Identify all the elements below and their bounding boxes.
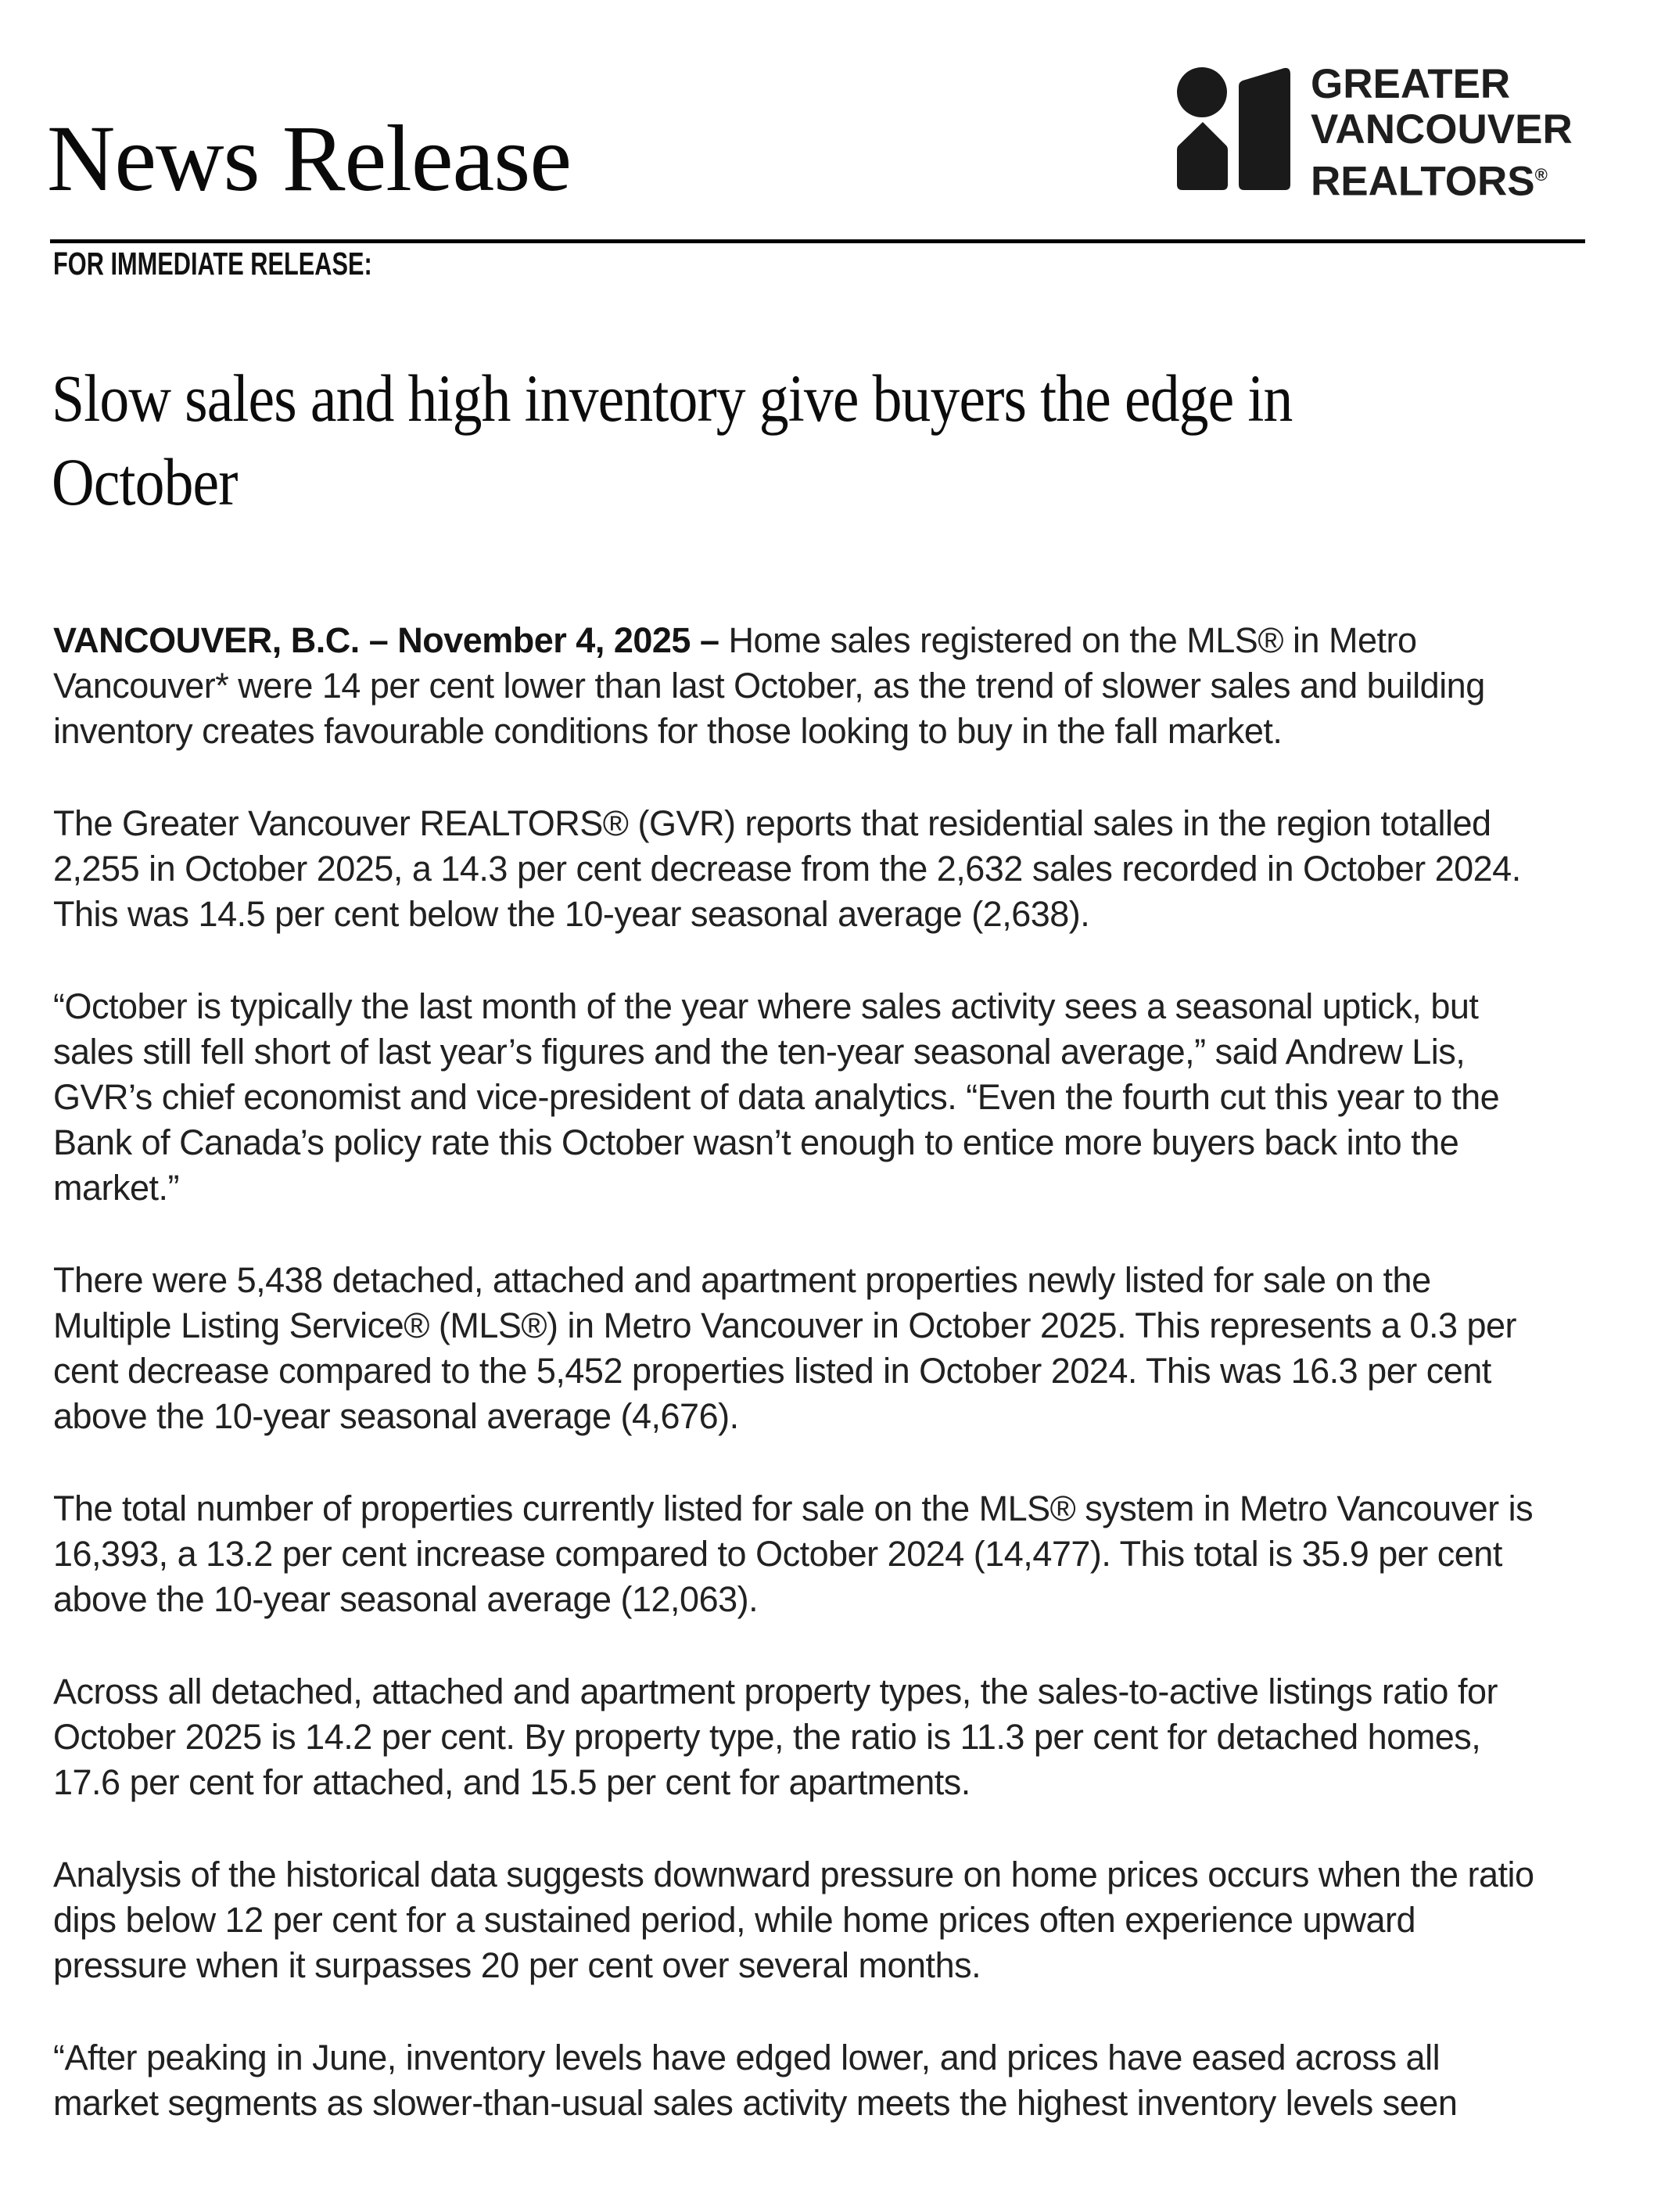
headline-line-1: Slow sales and high inventory give buyers the edge in	[52, 361, 1293, 436]
body-paragraph: The total number of properties currently listed for sale on the MLS® system in Metro Vancouver is 16,393, a 13.2 per cent increase compared to October 2024 (14,477). This total is 35.9 per cent above the 10-year seasonal average (12,063).	[53, 1488, 1534, 1619]
logo-line-vancouver: VANCOUVER	[1311, 106, 1573, 153]
body-paragraph: “October is typically the last month of the year where sales activity sees a seasonal uptick, but sales still fell short of last year’s figures and the ten-year seasonal average,” said Andrew Lis, GVR’s chief economist and vice-president of data analytics. “Even the fourth cut this year to the Bank of Canada’s policy rate this October wasn’t enough to entice more buyers back into the market.”	[53, 986, 1500, 1208]
body-paragraph: Across all detached, attached and apartment property types, the sales-to-active listings ratio for October 2025 is 14.2 per cent. By property type, the ratio is 11.3 per cent for detached homes, 17.6 per cent for attached, and 15.5 per cent for apartments.	[53, 1672, 1498, 1802]
building-icon	[1239, 68, 1290, 190]
article-body	[53, 618, 1544, 2126]
body-paragraph: “After peaking in June, inventory levels have edged lower, and prices have eased across all market segments as slower-than-usual sales activity meets the highest inventory levels seen	[53, 2038, 1458, 2123]
person-house-body-icon	[1177, 122, 1228, 190]
article-headline	[52, 357, 1292, 524]
header-divider-rule	[50, 239, 1585, 243]
paragraph-bold-lead: VANCOUVER, B.C. – November 4, 2025 –	[53, 620, 729, 660]
registered-trademark-icon: ®	[1534, 165, 1548, 185]
headline-line-2: October	[52, 444, 238, 519]
masthead-title: News Release	[47, 106, 572, 211]
body-paragraph: There were 5,438 detached, attached and apartment properties newly listed for sale on the Multiple Listing Service® (MLS®) in Metro Vancouver in October 2025. This represents a 0.3 per cent decrease compared to the 5,452 properties listed in October 2024. This was 16.3 per cent above the 10-year seasonal average (4,676).	[53, 1260, 1517, 1436]
gvr-logo-mark-icon	[1177, 67, 1293, 190]
release-label: FOR IMMEDIATE RELEASE:	[53, 246, 372, 282]
gvr-logo-wordmark	[1311, 62, 1573, 205]
body-paragraph: The Greater Vancouver REALTORS® (GVR) reports that residential sales in the region totalled 2,255 in October 2025, a 14.3 per cent decrease from the 2,632 sales recorded in October 2024. This was 14.5 per cent below the 10-year seasonal average (2,638).	[53, 803, 1521, 934]
logo-line-realtors	[1311, 153, 1573, 205]
body-paragraph: VANCOUVER, B.C. – November 4, 2025 – Home sales registered on the MLS® in Metro Vancouver* were 14 per cent lower than last October, as the trend of slower sales and building inventory creates favourable conditions for those looking to buy in the fall market.	[53, 620, 1485, 751]
person-head-icon	[1177, 67, 1227, 117]
logo-line-greater: GREATER	[1311, 61, 1511, 107]
body-paragraph: Analysis of the historical data suggests downward pressure on home prices occurs when the ratio dips below 12 per cent for a sustained period, while home prices often experience upward pressure when it surpasses 20 per cent over several months.	[53, 1855, 1534, 1985]
logo-realtors-text: REALTORS	[1311, 158, 1535, 205]
